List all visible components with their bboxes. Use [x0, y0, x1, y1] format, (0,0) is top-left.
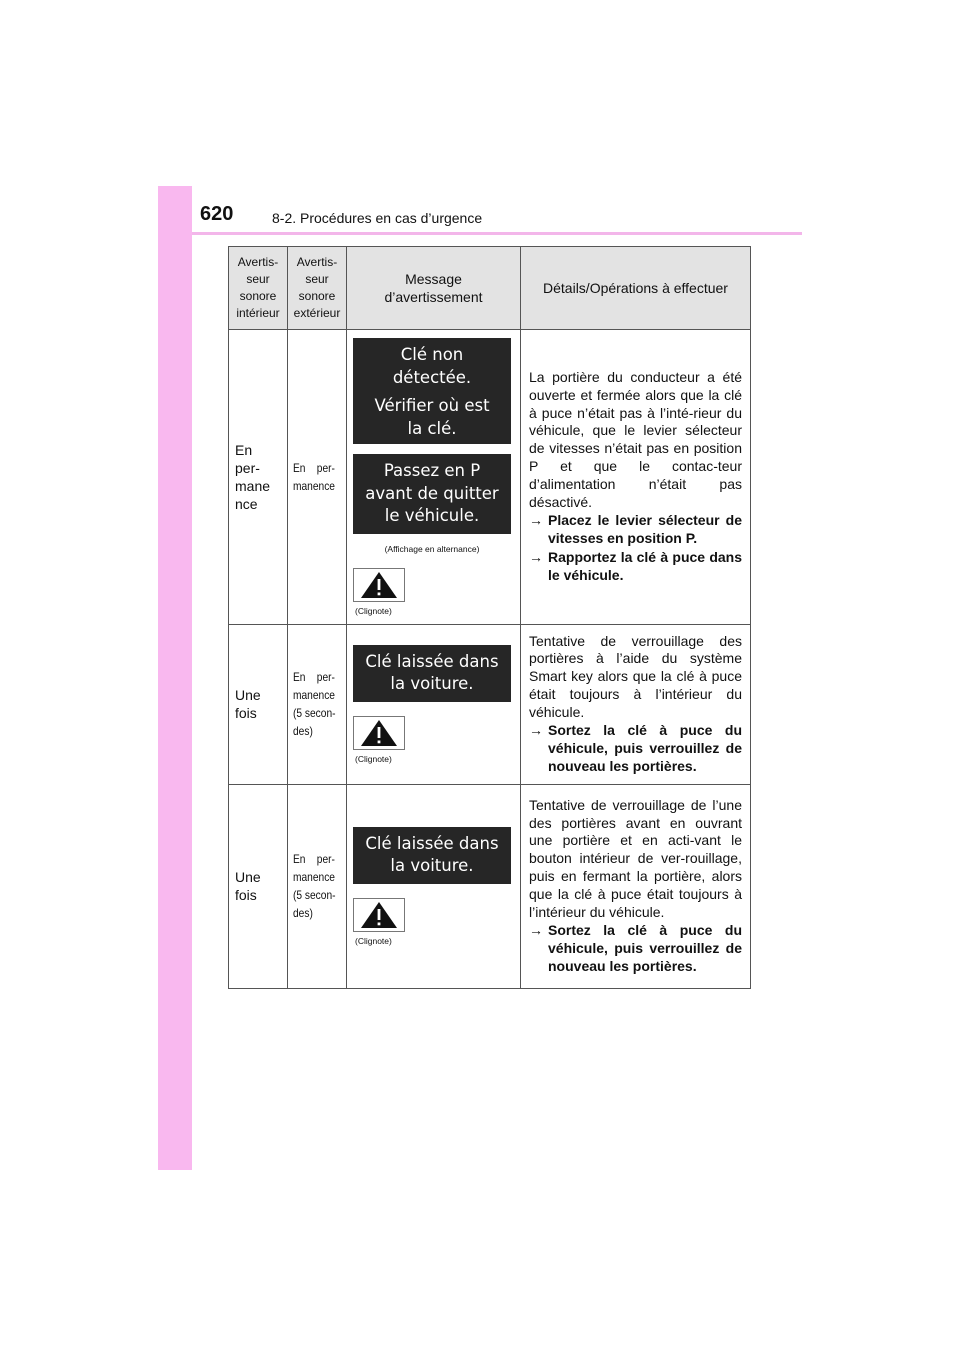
message-cell — [347, 624, 521, 784]
table-row — [229, 330, 751, 625]
details-cell — [521, 624, 751, 784]
display-key-not-detected: Clé non détectée. Vérifier où est la clé. — [353, 338, 511, 444]
section-title: 8-2. Procédures en cas d’urgence — [272, 210, 483, 226]
blink-caption: (Clignote) — [355, 753, 392, 764]
display-key-left-in-car: Clé laissée dans la voiture. — [353, 645, 511, 702]
action-item: → Sortez la clé à puce du véhicule, puis verrouillez de nouveau les portières. — [529, 722, 742, 775]
arrow-right-icon: → — [529, 722, 543, 739]
interior-buzzer-cell: Une fois — [229, 624, 288, 784]
details-cell — [521, 784, 751, 988]
interior-buzzer-cell: En per- mane nce — [229, 330, 288, 625]
header-details: Détails/Opérations à effectuer — [521, 247, 751, 330]
table-header-row — [229, 247, 751, 330]
warning-triangle-icon — [353, 568, 405, 602]
blink-caption: (Clignote) — [355, 935, 392, 946]
display-key-left-in-car: Clé laissée dans la voiture. — [353, 827, 511, 884]
table-row — [229, 624, 751, 784]
page-number: 620 — [200, 203, 234, 225]
side-tab-strip — [158, 186, 192, 1170]
header-interior-buzzer: Avertis- seur sonore intérieur — [229, 247, 288, 330]
exterior-buzzer-cell: En per- manence (5 secon- des) — [288, 784, 347, 988]
arrow-right-icon: → — [529, 922, 543, 939]
warning-triangle-icon — [353, 716, 405, 750]
message-cell — [347, 330, 521, 625]
action-item: → Rapportez la clé à puce dans le véhicule. — [529, 548, 742, 583]
blink-caption: (Clignote) — [355, 605, 392, 616]
exterior-buzzer-cell: En per- manence (5 secon- des) — [288, 624, 347, 784]
warning-table — [228, 246, 751, 989]
arrow-right-icon: → — [529, 548, 543, 565]
header-exterior-buzzer: Avertis- seur sonore extérieur — [288, 247, 347, 330]
details-cell — [521, 330, 751, 625]
arrow-right-icon: → — [529, 512, 543, 529]
warning-triangle-icon — [353, 898, 405, 932]
header-warning-message: Message d’avertissement — [347, 247, 521, 330]
display-shift-to-p: Passez en P avant de quitter le véhicule. — [353, 454, 511, 534]
alternating-display-caption: (Affichage en alternance) — [384, 543, 480, 554]
action-item: → Placez le levier sélecteur de vitesses en position P. — [529, 512, 742, 547]
table-row — [229, 784, 751, 988]
details-text: Tentative de verrouillage des portières à l’aide du système Smart key alors que la clé à puce était toujours à l’intérieur du véhicule. — [529, 632, 742, 720]
action-item: → Sortez la clé à puce du véhicule, puis verrouillez de nouveau les portières. — [529, 922, 742, 975]
message-cell — [347, 784, 521, 988]
details-text: Tentative de verrouillage de l’une des portières avant en ouvrant une portière et en acti-vant le bouton intérieur de ver-rouillage, puis en fermant la portière, alors que la clé à puce était toujours à l’intérieur du véhicule. — [529, 796, 742, 920]
header-rule — [192, 232, 802, 235]
exterior-buzzer-cell: En per- manence — [288, 330, 347, 625]
interior-buzzer-cell: Une fois — [229, 784, 288, 988]
details-text: La portière du conducteur a été ouverte et fermée alors que la clé à puce n’était pas à l’inté-rieur du véhicule, que le levier sélecteur de vitesses n’était pas en position P et que le contac-teur d’alimentation n’était pas désactivé. — [529, 368, 742, 510]
